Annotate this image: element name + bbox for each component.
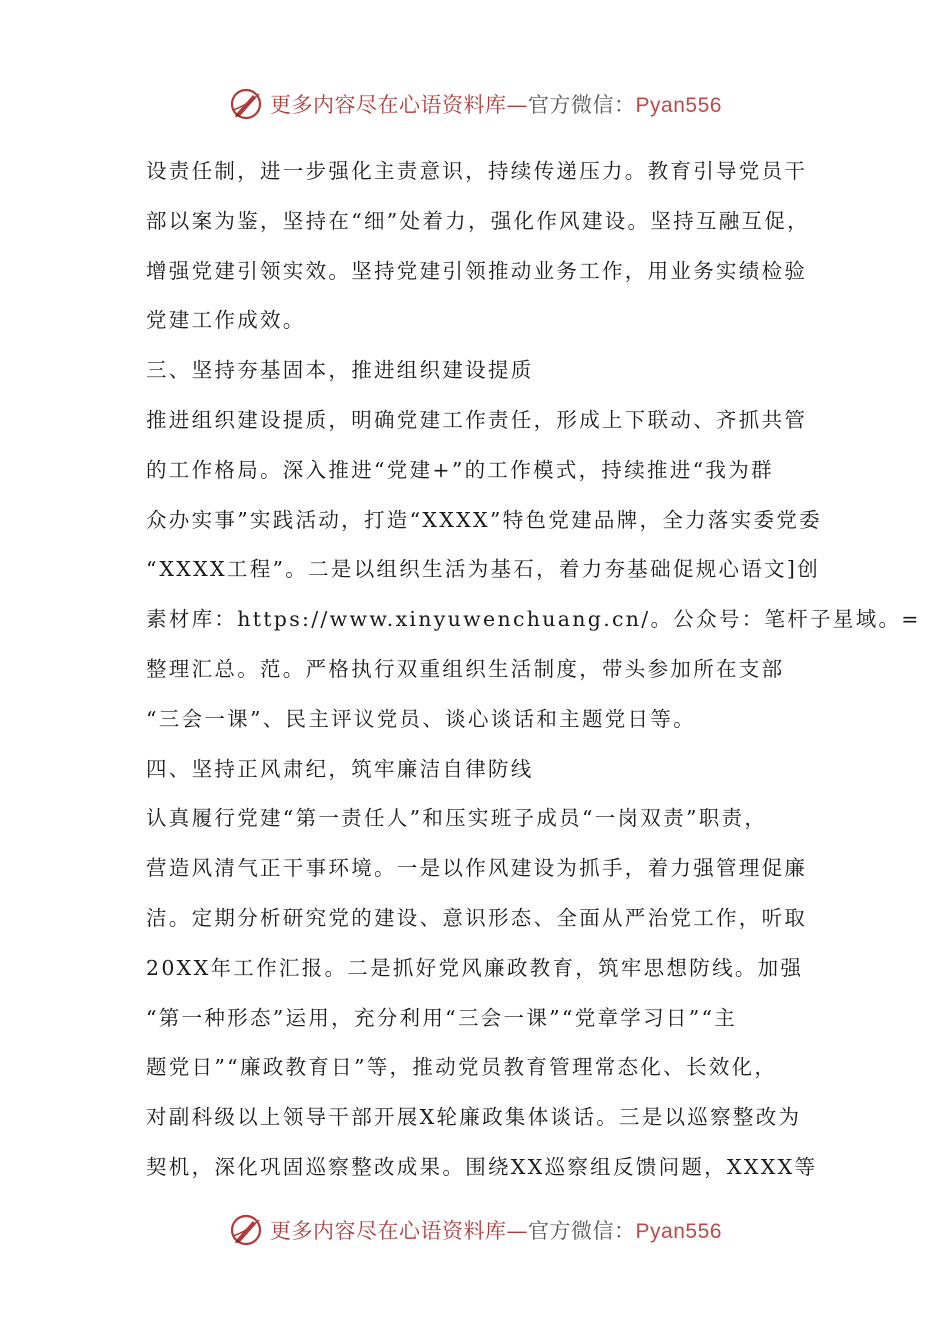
text-line: “三会一课”、民主评议党员、谈心谈话和主题党日等。	[146, 706, 696, 731]
text-line: 素材库：https://www.xinyuwenchuang.cn/。公众号：笔杆子星域。=	[146, 607, 921, 632]
text-line: 认真履行党建“第一责任人”和压实班子成员“一岗双责”职责，	[146, 806, 768, 831]
text-line: 众办实事”实践活动，打造“XXXX”特色党建品牌，全力落实委党委	[146, 507, 822, 532]
section-heading: 四、坚持正风肃纪，筑牢廉洁自律防线	[146, 756, 534, 781]
pen-logo-icon	[228, 86, 264, 122]
text-line: 营造风清气正干事环境。一是以作风建设为抓手，着力强管理促廉	[146, 856, 808, 881]
footer-banner	[0, 1210, 950, 1250]
text-line: 增强党建引领实效。坚持党建引领推动业务工作，用业务实绩检验	[146, 258, 808, 283]
pen-logo-icon	[228, 1212, 264, 1248]
text-line: 洁。定期分析研究党的建设、意识形态、全面从严治党工作，听取	[146, 905, 808, 930]
text-line: 部以案为鉴，坚持在“细”处着力，强化作风建设。坚持互融互促，	[146, 208, 810, 233]
banner-wechat-id: Pyan556	[635, 94, 722, 117]
text-line: 整理汇总。范。严格执行双重组织生活制度，带头参加所在支部	[146, 656, 785, 681]
text-line: 设责任制，进一步强化主责意识，持续传递压力。教育引导党员干	[146, 159, 808, 183]
document-body	[146, 147, 921, 1193]
text-line: 契机，深化巩固巡察整改成果。围绕XX巡察组反馈问题，XXXX等	[146, 1154, 818, 1179]
section-heading: 三、坚持夯基固本，推进组织建设提质	[146, 358, 534, 383]
banner-text	[270, 89, 722, 119]
banner-sep: —	[506, 93, 529, 117]
text-line: 20XX年工作汇报。二是抓好党风廉政教育，筑牢思想防线。加强	[146, 955, 804, 980]
banner-main: 更多内容尽在心语资料库	[270, 1219, 507, 1243]
banner-wechat-id: Pyan556	[635, 1220, 722, 1243]
header-banner	[0, 84, 950, 124]
banner-wechat-label: 官方微信：	[528, 93, 636, 117]
text-line: 党建工作成效。	[146, 308, 306, 333]
text-line: “第一种形态”运用，充分利用“三会一课”“党章学习日”“主	[146, 1005, 738, 1030]
banner-wechat-label: 官方微信：	[528, 1219, 636, 1243]
banner-main: 更多内容尽在心语资料库	[270, 93, 507, 117]
banner-sep: —	[506, 1219, 529, 1243]
text-line: “XXXX工程”。二是以组织生活为基石，着力夯基础促规心语文]创	[146, 557, 821, 582]
text-line: 题党日”“廉政教育日”等，推动党员教育管理常态化、长效化，	[146, 1055, 778, 1080]
text-line: 推进组织建设提质，明确党建工作责任，形成上下联动、齐抓共管	[146, 407, 808, 432]
text-line: 的工作格局。深入推进“党建+”的工作模式，持续推进“我为群	[146, 457, 774, 482]
banner-text	[270, 1215, 722, 1245]
text-line: 对副科级以上领导干部开展X轮廉政集体谈话。三是以巡察整改为	[146, 1105, 802, 1130]
